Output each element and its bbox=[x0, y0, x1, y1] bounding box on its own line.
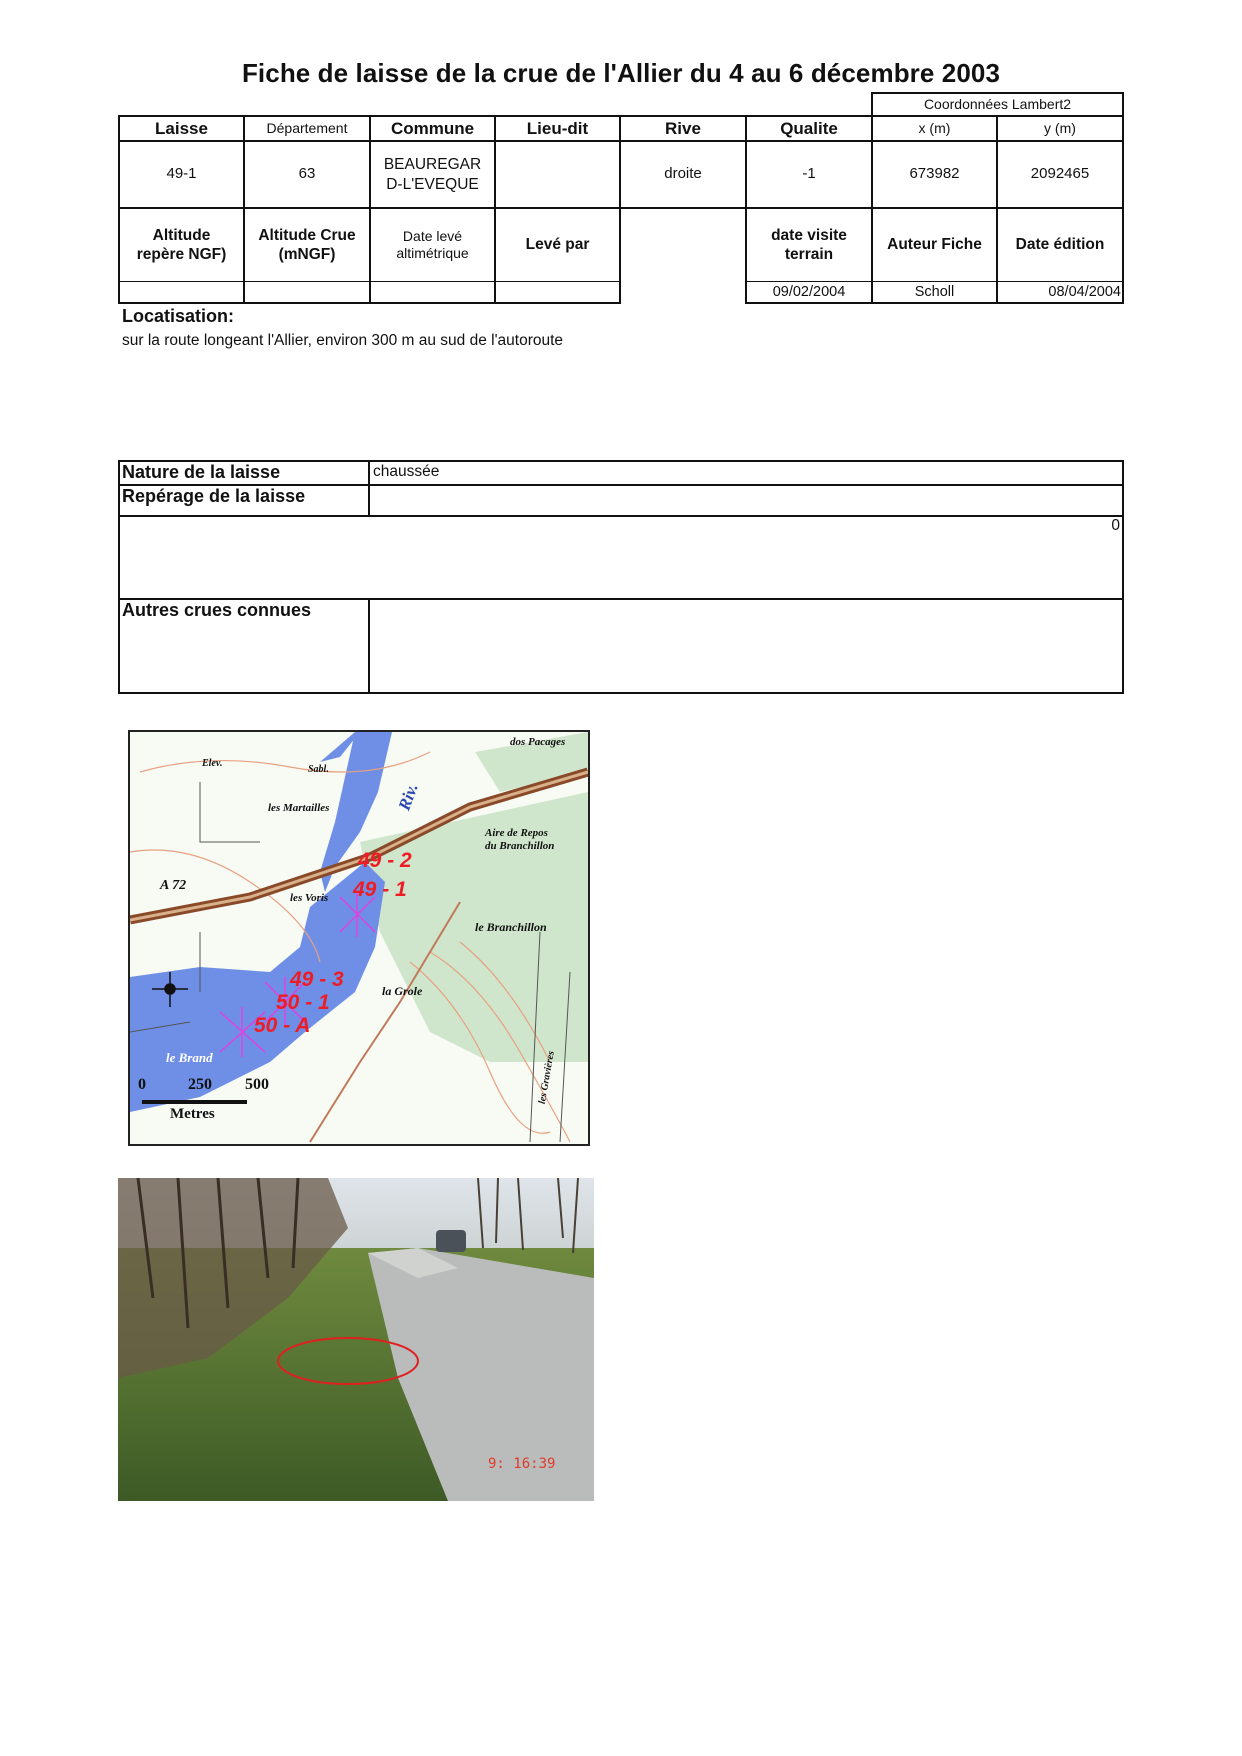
page-title: Fiche de laisse de la crue de l'Allier du 4 au 6 décembre 2003 bbox=[241, 58, 1001, 88]
map-label: 49 - 3 bbox=[290, 968, 344, 991]
value-rive: droite bbox=[664, 165, 702, 183]
value-commune bbox=[370, 141, 495, 208]
value-laisse: 49-1 bbox=[166, 165, 197, 183]
place-label: le Brand bbox=[166, 1050, 213, 1065]
header-date-visite bbox=[746, 208, 872, 282]
header-commune: Commune bbox=[390, 118, 475, 138]
place-label: Riv. bbox=[394, 780, 422, 813]
header-altitude-crue bbox=[244, 208, 370, 282]
header-altitude-repere bbox=[119, 208, 244, 282]
location-map bbox=[128, 730, 590, 1146]
localisation-label: Locatisation: bbox=[122, 306, 235, 326]
photo-drawing bbox=[118, 1178, 594, 1501]
value-y: 2092465 bbox=[1030, 165, 1090, 183]
car bbox=[436, 1230, 466, 1252]
header-lieu-dit: Lieu-dit bbox=[526, 118, 589, 138]
photo-timestamp: 9: 16:39 bbox=[488, 1456, 556, 1472]
coordinates-header: Coordonnées Lambert2 bbox=[923, 96, 1072, 113]
header-y: y (m) bbox=[1044, 119, 1076, 136]
place-label: Aire de Repos bbox=[485, 827, 548, 839]
header-qualite: Qualite bbox=[780, 118, 838, 138]
header-date-edition: Date édition bbox=[1015, 236, 1105, 254]
place-label: du Branchillon bbox=[485, 840, 555, 852]
map-label: 49 - 2 bbox=[358, 849, 412, 872]
scale-bar bbox=[142, 1100, 247, 1104]
place-label: le Branchillon bbox=[475, 920, 547, 934]
place-label: Sabl. bbox=[308, 764, 329, 775]
scale-unit: Metres bbox=[170, 1106, 215, 1122]
place-label: les Voris bbox=[290, 892, 329, 904]
header-date-leve bbox=[370, 208, 495, 282]
value-qualite: -1 bbox=[802, 165, 816, 183]
place-label: la Grole bbox=[382, 984, 423, 998]
value-date-edition: 08/04/2004 bbox=[1048, 284, 1121, 301]
scale-label: 250 bbox=[188, 1076, 212, 1093]
place-label: les Martailles bbox=[268, 802, 330, 814]
map-label: 49 - 1 bbox=[353, 878, 407, 901]
value-departement: 63 bbox=[298, 165, 316, 183]
map-label: 50 - 1 bbox=[276, 991, 330, 1014]
place-label: Elev. bbox=[202, 758, 223, 769]
value-auteur-fiche: Scholl bbox=[914, 284, 955, 301]
place-label: A 72 bbox=[160, 878, 187, 893]
localisation-text: sur la route longeant l'Allier, environ 300 m au sud de l'autoroute bbox=[122, 332, 564, 349]
commune-line1: BEAUREGAR bbox=[383, 156, 482, 174]
map-label: 50 - A bbox=[254, 1014, 311, 1037]
date-visite-line1: date visite bbox=[771, 226, 847, 244]
header-departement: Département bbox=[266, 119, 348, 136]
date-leve-line1: Date levé bbox=[402, 227, 463, 244]
autres-crues-label: Autres crues connues bbox=[122, 600, 312, 620]
nature-label: Nature de la laisse bbox=[122, 462, 281, 482]
scale-label: 0 bbox=[138, 1076, 146, 1093]
header-x: x (m) bbox=[918, 119, 951, 136]
altitude-repere-line1: Altitude bbox=[152, 226, 211, 244]
header-laisse: Laisse bbox=[155, 118, 208, 138]
value-lieu-dit bbox=[495, 141, 620, 208]
header-rive: Rive bbox=[665, 118, 701, 138]
reperage-label: Repérage de la laisse bbox=[122, 486, 306, 506]
altitude-crue-line2: (mNGF) bbox=[278, 246, 336, 263]
date-leve-line2: altimétrique bbox=[396, 245, 469, 261]
date-visite-line2: terrain bbox=[784, 246, 834, 263]
place-label: dos Pacages bbox=[510, 736, 566, 748]
reperage-number: 0 bbox=[1111, 517, 1120, 534]
commune-line2: D-L'EVEQUE bbox=[386, 175, 479, 193]
header-leve-par: Levé par bbox=[525, 236, 590, 254]
altitude-repere-line2: repère NGF) bbox=[136, 246, 227, 263]
forest-area bbox=[360, 792, 588, 1062]
scale-label: 500 bbox=[245, 1076, 269, 1093]
site-photo bbox=[118, 1178, 594, 1501]
nature-value: chaussée bbox=[373, 463, 440, 480]
altitude-crue-line1: Altitude Crue bbox=[258, 226, 356, 244]
value-date-visite: 09/02/2004 bbox=[772, 284, 846, 301]
header-auteur-fiche: Auteur Fiche bbox=[887, 236, 982, 254]
place-label: les Gravières bbox=[536, 1050, 557, 1105]
value-x: 673982 bbox=[909, 165, 960, 183]
